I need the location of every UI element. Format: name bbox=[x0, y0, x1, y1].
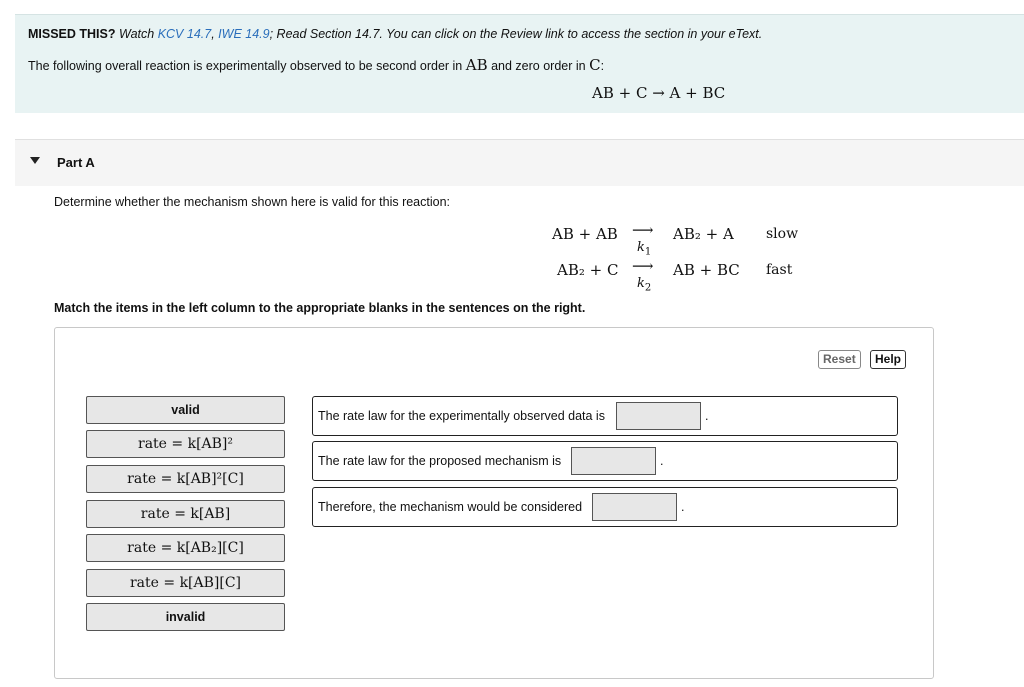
species-ab: AB bbox=[465, 56, 488, 74]
tile-rate-ab-squared[interactable]: rate = k[AB]² bbox=[86, 430, 285, 458]
question-text: Determine whether the mechanism shown here is valid for this reaction: bbox=[54, 195, 451, 209]
tile-invalid[interactable]: invalid bbox=[86, 603, 285, 631]
comma: , bbox=[211, 27, 215, 41]
tile-rate-ab[interactable]: rate = k[AB] bbox=[86, 500, 285, 528]
missed-this-line bbox=[28, 27, 762, 41]
sentence-text: The rate law for the proposed mechanism is bbox=[318, 454, 562, 468]
intro-panel bbox=[15, 14, 1024, 113]
step2-products: AB + BC bbox=[673, 261, 740, 279]
drop-blank-conclusion[interactable] bbox=[592, 493, 677, 521]
sentence-conclusion bbox=[312, 487, 898, 527]
tile-valid[interactable]: valid bbox=[86, 396, 285, 424]
step1-speed: slow bbox=[766, 226, 799, 242]
overall-reaction: AB + C → A + BC bbox=[592, 84, 726, 102]
iwe-link[interactable]: IWE 14.9 bbox=[218, 27, 270, 41]
sentence-mechanism-rate-law bbox=[312, 441, 898, 481]
kcv-link[interactable]: KCV 14.7 bbox=[157, 27, 212, 41]
tile-rate-ab-squared-c[interactable]: rate = k[AB]²[C] bbox=[86, 465, 285, 493]
matching-panel bbox=[54, 327, 934, 679]
collapse-caret-icon[interactable] bbox=[30, 157, 40, 164]
step1-arrow: ⟶ bbox=[632, 221, 654, 239]
species-c: C bbox=[589, 56, 601, 74]
sentence-period: . bbox=[705, 409, 709, 423]
statement-suffix: : bbox=[600, 59, 605, 73]
step1-products: AB₂ + A bbox=[673, 225, 734, 243]
sentence-text: Therefore, the mechanism would be considered bbox=[318, 500, 583, 514]
help-button[interactable]: Help bbox=[870, 350, 906, 369]
part-a-header[interactable] bbox=[15, 139, 1024, 186]
step2-reactants: AB₂ + C bbox=[557, 261, 619, 279]
sentence-period: . bbox=[681, 500, 685, 514]
watch-text: Watch bbox=[119, 27, 155, 41]
sentence-text: The rate law for the experimentally observed data is bbox=[318, 409, 605, 423]
reset-button[interactable]: Reset bbox=[818, 350, 861, 369]
instructions-text: Match the items in the left column to the appropriate blanks in the sentences on the right. bbox=[54, 301, 586, 315]
part-title: Part A bbox=[57, 155, 95, 170]
sentence-observed-rate-law bbox=[312, 396, 898, 436]
tile-rate-ab2-c[interactable]: rate = k[AB₂][C] bbox=[86, 534, 285, 562]
step2-arrow: ⟶ bbox=[632, 257, 654, 275]
drop-blank-observed[interactable] bbox=[616, 402, 701, 430]
step1-reactants: AB + AB bbox=[552, 225, 618, 243]
sentence-period: . bbox=[660, 454, 664, 468]
review-text: ; Read Section 14.7. You can click on the Review link to access the section in your eText. bbox=[269, 27, 763, 41]
statement-mid: and zero order in bbox=[491, 59, 586, 73]
tile-rate-ab-c[interactable]: rate = k[AB][C] bbox=[86, 569, 285, 597]
step1-rate-constant: $k_1$ bbox=[637, 240, 652, 258]
statement-prefix: The following overall reaction is experimentally observed to be second order in bbox=[28, 59, 463, 73]
reaction-statement bbox=[28, 56, 604, 74]
drop-blank-mechanism[interactable] bbox=[571, 447, 656, 475]
missed-label: MISSED THIS? bbox=[28, 27, 116, 41]
step2-speed: fast bbox=[766, 262, 793, 278]
step2-rate-constant: $k_2$ bbox=[637, 276, 652, 294]
